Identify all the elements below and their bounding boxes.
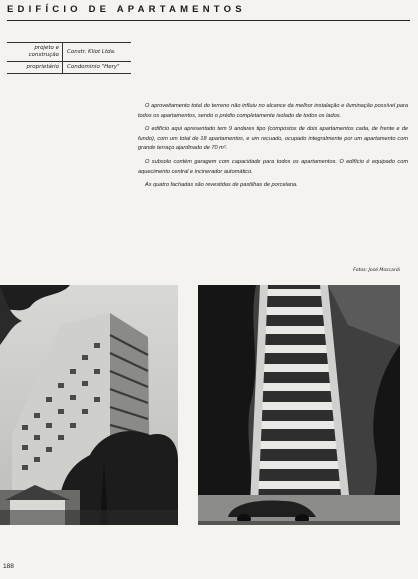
- paragraph: O aproveitamento total do terreno não influiu no alcance da melhor instalação e iluminação possível para todos os apartamentos, sendo o prédio completamente isolado de todos os lados.: [138, 103, 408, 119]
- credit-row-owner: [7, 61, 131, 74]
- credit-label: projeto e construção: [7, 43, 63, 61]
- credit-label: proprietário: [7, 62, 63, 73]
- building-photo-right: [198, 285, 400, 525]
- building-photo-left: [0, 285, 178, 525]
- page-title: EDIFÍCIO DE APARTAMENTOS: [7, 4, 246, 15]
- building-photo-right-image: [198, 285, 400, 525]
- title-rule: [7, 20, 410, 21]
- building-photo-left-image: [0, 285, 178, 525]
- credits-table: [7, 42, 131, 74]
- credit-value: Condominio "Hery": [67, 64, 120, 70]
- paragraph: O subsolo contém garagem com capacidade para todos os apartamentos. O edifício é equipado com aquecimento central e incinerador automático.: [138, 158, 408, 175]
- paragraph: As quatro fachadas são revestidas de pastilhas de porcelana.: [145, 182, 298, 189]
- credit-value: Constr. Kliot Ltda.: [67, 48, 116, 55]
- credit-row-project: [7, 42, 131, 61]
- paragraph: O edifício aqui apresentado tem 9 andares tipo (compostos de dois apartamentos cada, de frente e de fundo), com um total de 18 apartamentos, e um recuado, ocupado integralmente por um apartamento com grande terraço ajardinado de 70 m².: [138, 126, 408, 152]
- photo-credit: Fotos: José Moscardi: [353, 268, 400, 273]
- page-number: 188: [3, 563, 14, 570]
- description-text: [138, 102, 408, 195]
